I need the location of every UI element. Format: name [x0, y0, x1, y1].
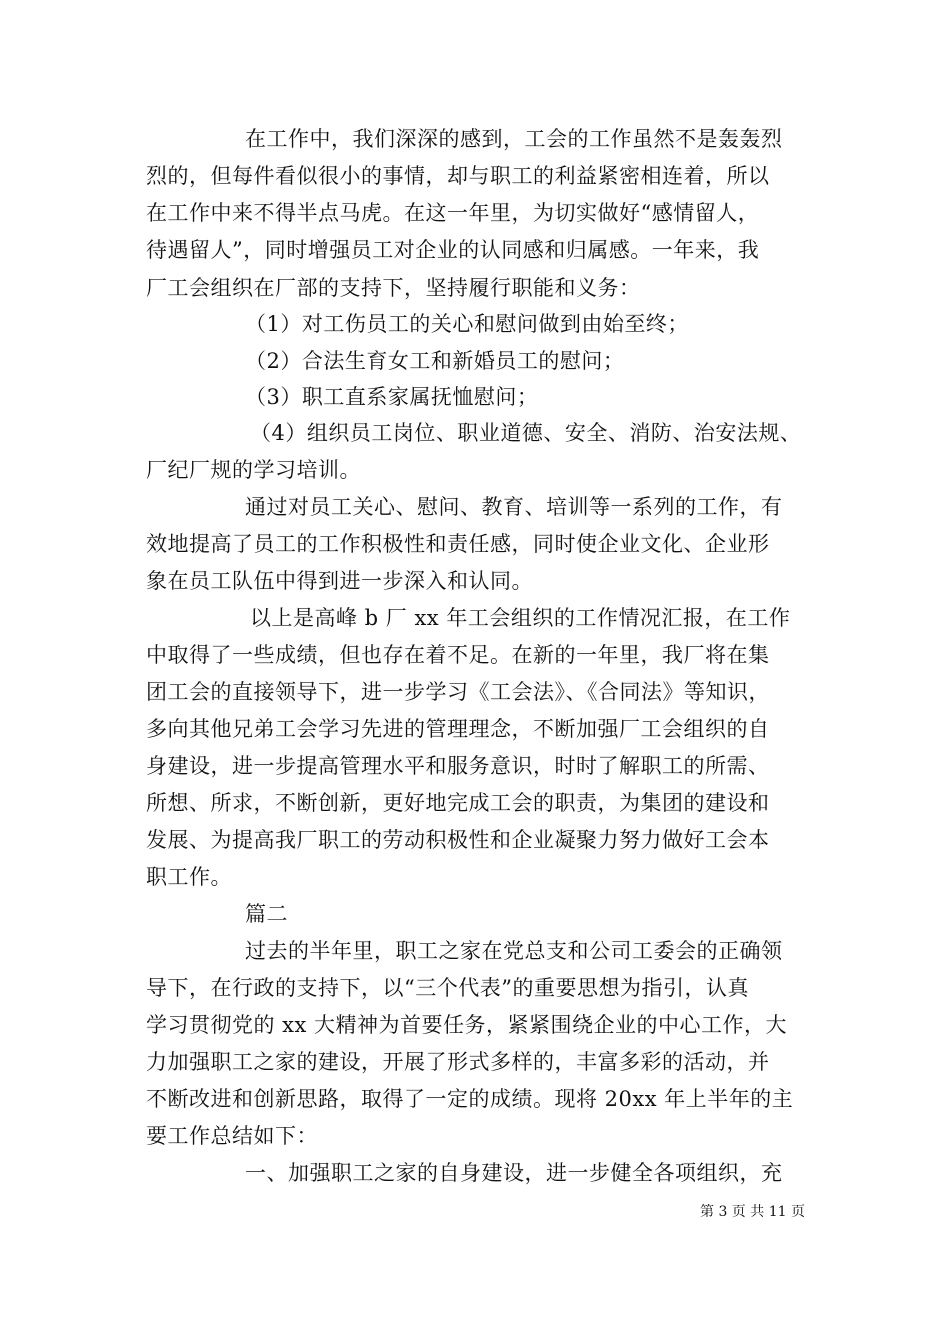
text-line: 要工作总结如下：	[146, 1124, 318, 1148]
text-line: 通过对员工关心、慰问、教育、培训等一系列的工作，有	[245, 495, 783, 519]
text-line: 过去的半年里，职工之家在党总支和公司工委会的正确领	[245, 939, 783, 963]
text-line: 团工会的直接领导下，进一步学习《工会法》、《合同法》等知识，	[146, 680, 770, 704]
text-line: 在工作中来不得半点马虎。在这一年里，为切实做好“感情留人，	[146, 201, 760, 225]
section-heading: 篇二	[245, 902, 288, 926]
text-line: 发展、为提高我厂职工的劳动积极性和企业凝聚力努力做好工会本	[146, 828, 770, 852]
text-line: 所想、所求，不断创新，更好地完成工会的职责，为集团的建设和	[146, 791, 770, 815]
text-line: 象在员工队伍中得到进一步深入和认同。	[146, 569, 533, 593]
text-line: 身建设，进一步提高管理水平和服务意识，时时了解职工的所需、	[146, 754, 770, 778]
page-number-footer: 第 3 页 共 11 页	[700, 1204, 805, 1220]
list-item: （1）对工伤员工的关心和慰问做到由始至终；	[245, 312, 689, 336]
text-line: 中取得了一些成绩，但也存在着不足。在新的一年里，我厂将在集	[146, 643, 770, 667]
text-line: 厂纪厂规的学习培训。	[146, 458, 361, 482]
text-line: 职工作。	[146, 865, 232, 889]
text-line: 厂工会组织在厂部的支持下，坚持履行职能和义务：	[146, 276, 641, 300]
text-line: 以上是高峰 b 厂 xx 年工会组织的工作情况汇报，在工作	[250, 606, 791, 630]
text-line: 效地提高了员工的工作积极性和责任感，同时使企业文化、企业形	[146, 532, 770, 556]
list-item: （4）组织员工岗位、职业道德、安全、消防、治安法规、	[250, 421, 802, 445]
text-line: 待遇留人”，同时增强员工对企业的认同感和归属感。一年来，我	[146, 238, 760, 262]
text-line: 学习贯彻党的 xx 大精神为首要任务，紧紧围绕企业的中心工作，大	[146, 1013, 788, 1037]
text-line: 一、加强职工之家的自身建设，进一步健全各项组织，充	[245, 1161, 783, 1185]
text-line: 多向其他兄弟工会学习先进的管理理念，不断加强厂工会组织的自	[146, 717, 770, 741]
text-line: 力加强职工之家的建设，开展了形式多样的，丰富多彩的活动，并	[146, 1050, 770, 1074]
list-item: （2）合法生育女工和新婚员工的慰问；	[245, 349, 625, 373]
text-line: 烈的，但每件看似很小的事情，却与职工的利益紧密相连着，所以	[146, 164, 770, 188]
list-item: （3）职工直系家属抚恤慰问；	[245, 385, 539, 409]
text-line: 不断改进和创新思路，取得了一定的成绩。现将 20xx 年上半年的主	[146, 1087, 794, 1111]
text-line: 导下，在行政的支持下，以“三个代表”的重要思想为指引，认真	[146, 976, 749, 1000]
text-line: 在工作中，我们深深的感到，工会的工作虽然不是轰轰烈	[245, 127, 783, 151]
